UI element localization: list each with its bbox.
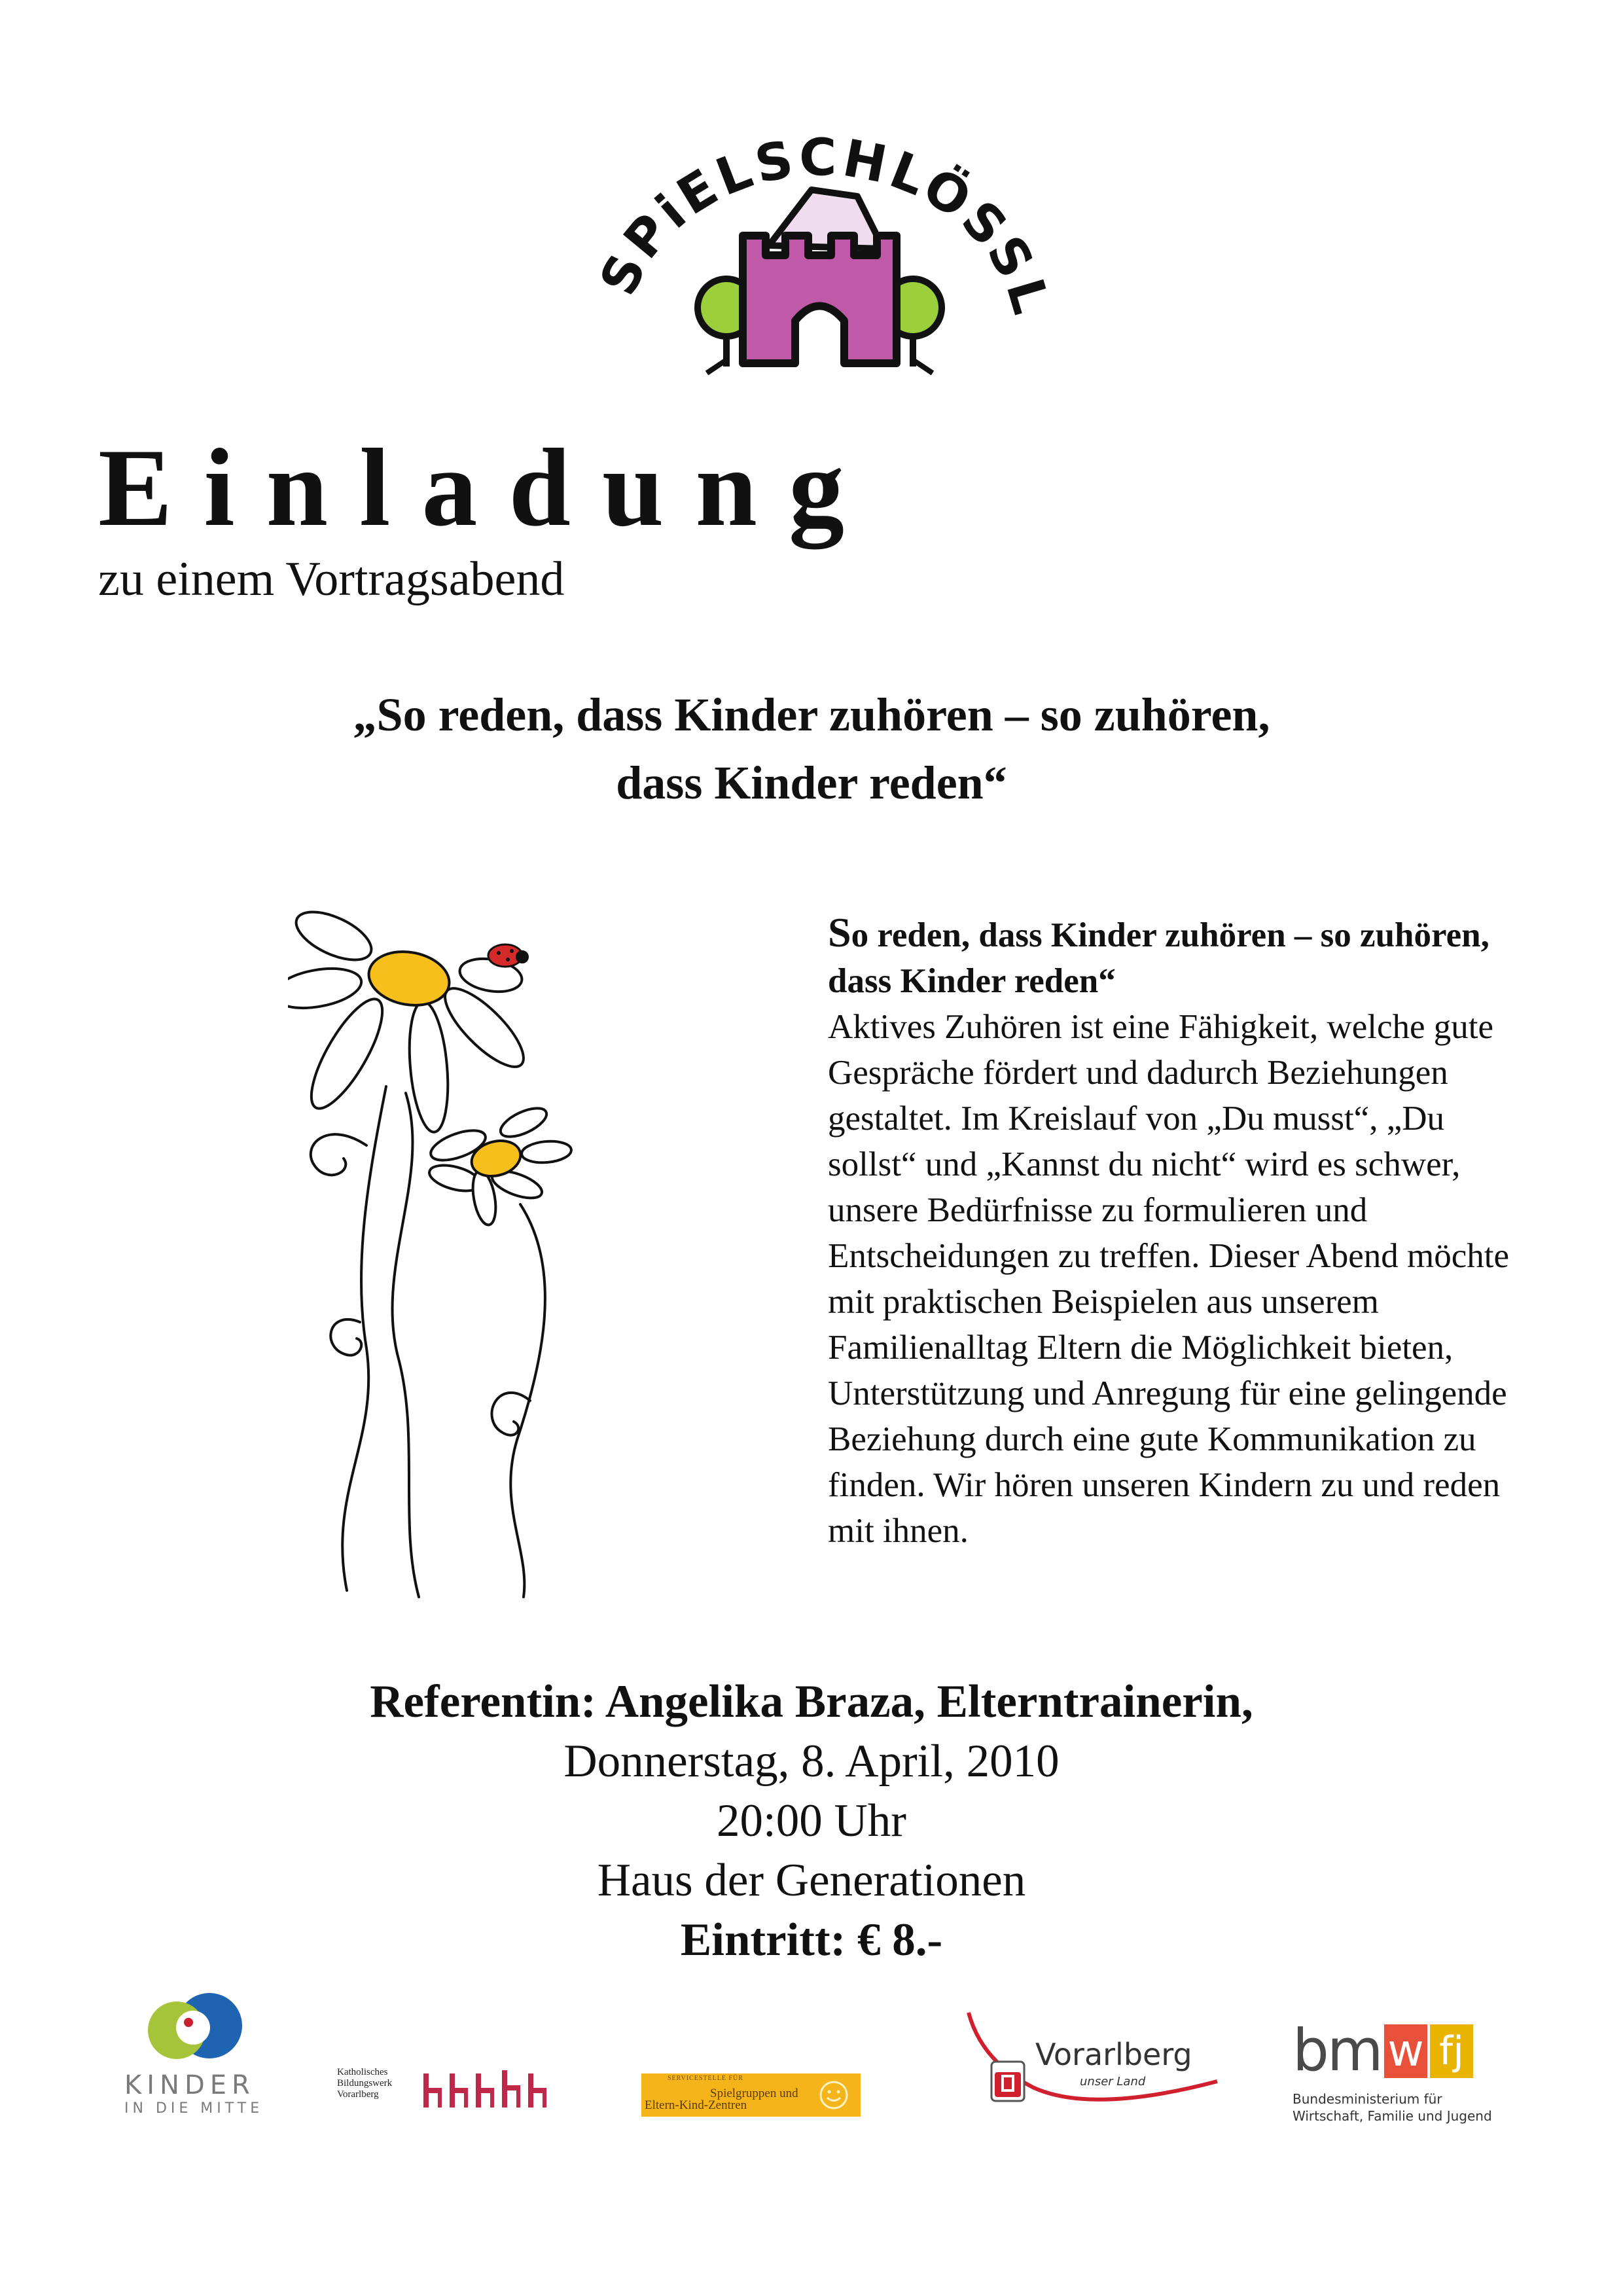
spielgruppen-line-1: Spielgruppen und: [710, 2087, 798, 2100]
sponsor-spielgruppen: [641, 2073, 861, 2117]
lecture-topic: [0, 681, 1623, 817]
bmwfj-line-1: Bundesministerium für: [1293, 2091, 1442, 2107]
invitation-subtitle: zu einem Vortragsabend: [98, 552, 565, 606]
sponsor-kinder-in-die-mitte: [111, 1990, 281, 2117]
spielgruppen-line-2: Eltern-Kind-Zentren: [645, 2098, 747, 2112]
logo-wordmark: SPiELSCHLÖSSL: [589, 128, 1060, 324]
kbw-line-1: Katholisches: [337, 2067, 388, 2077]
sponsor-vorarlberg: [962, 2009, 1224, 2121]
vorarlberg-logo-text: Vorarlberg: [1035, 2037, 1192, 2072]
spielschloessle-logo: [589, 98, 1060, 386]
lecture-topic-line-1: „So reden, dass Kinder zuhören – so zuhören,: [353, 689, 1270, 741]
bmwfj-line-2: Wirtschaft, Familie und Jugend: [1293, 2108, 1492, 2124]
event-details: [0, 1672, 1623, 1970]
event-admission: Eintritt: € 8.-: [680, 1914, 943, 1965]
invitation-title: Einladung: [98, 426, 876, 549]
sponsor-bmwfj: [1293, 2019, 1535, 2137]
chairs-logo-icon: [422, 2067, 560, 2113]
bmwfj-logo-bm: bm: [1293, 2017, 1382, 2084]
daisy-ladybug-icon: [288, 903, 615, 1610]
article-body: Aktives Zuhören ist eine Fähigkeit, welche gute Gespräche fördert und dadurch Beziehungen gestaltet. Im Kreislauf von „Du musst“, „Du sollst“ und „Kannst du nicht“ wird es schwer, unsere Bedürfnisse zu formulieren und Entscheidungen zu treffen. Dieser Abend möchte mit praktischen Beispielen aus unserem Familienalltag Eltern die Möglichkeit bieten, Unterstützung und Anregung für eine gelingende Beziehung durch eine gute Kommunikation zu finden. Wir hören unseren Kindern zu und reden mit ihnen.: [828, 1008, 1510, 1550]
spielgruppen-top-text: SERVICESTELLE FÜR: [668, 2075, 743, 2082]
vorarlberg-tagline: unser Land: [1080, 2075, 1146, 2089]
kbw-line-3: Vorarlberg: [337, 2089, 379, 2100]
bmwfj-logo-w: w: [1384, 2024, 1427, 2078]
event-date: Donnerstag, 8. April, 2010: [563, 1736, 1060, 1787]
event-time: 20:00 Uhr: [717, 1795, 906, 1846]
bmwfj-logo-fj: fj: [1430, 2024, 1473, 2078]
kbw-line-2: Bildungswerk: [337, 2078, 393, 2089]
kinder-logo-text: KINDER: [124, 2070, 255, 2100]
kbw-logo-text: [337, 2067, 392, 2100]
small-flower-icon: [427, 1102, 572, 1227]
article: [828, 910, 1528, 1554]
kinder-in-die-mitte-logo-icon: [111, 1990, 281, 2068]
big-flower-icon: [288, 903, 534, 1134]
castle-logo-icon: [589, 98, 1060, 386]
event-speaker: Referentin: Angelika Braza, Elterntrainerin,: [370, 1676, 1253, 1727]
sponsor-katholisches-bildungswerk: [337, 2067, 560, 2126]
kinder-logo-subtext: IN DIE MITTE: [124, 2100, 264, 2117]
smiley-icon: [819, 2080, 849, 2110]
event-venue: Haus der Generationen: [597, 1855, 1026, 1906]
lecture-topic-line-2: dass Kinder reden“: [616, 757, 1007, 809]
daisy-illustration: [288, 903, 615, 1610]
article-heading: So reden, dass Kinder zuhören – so zuhören, dass Kinder reden“: [828, 909, 1489, 1000]
